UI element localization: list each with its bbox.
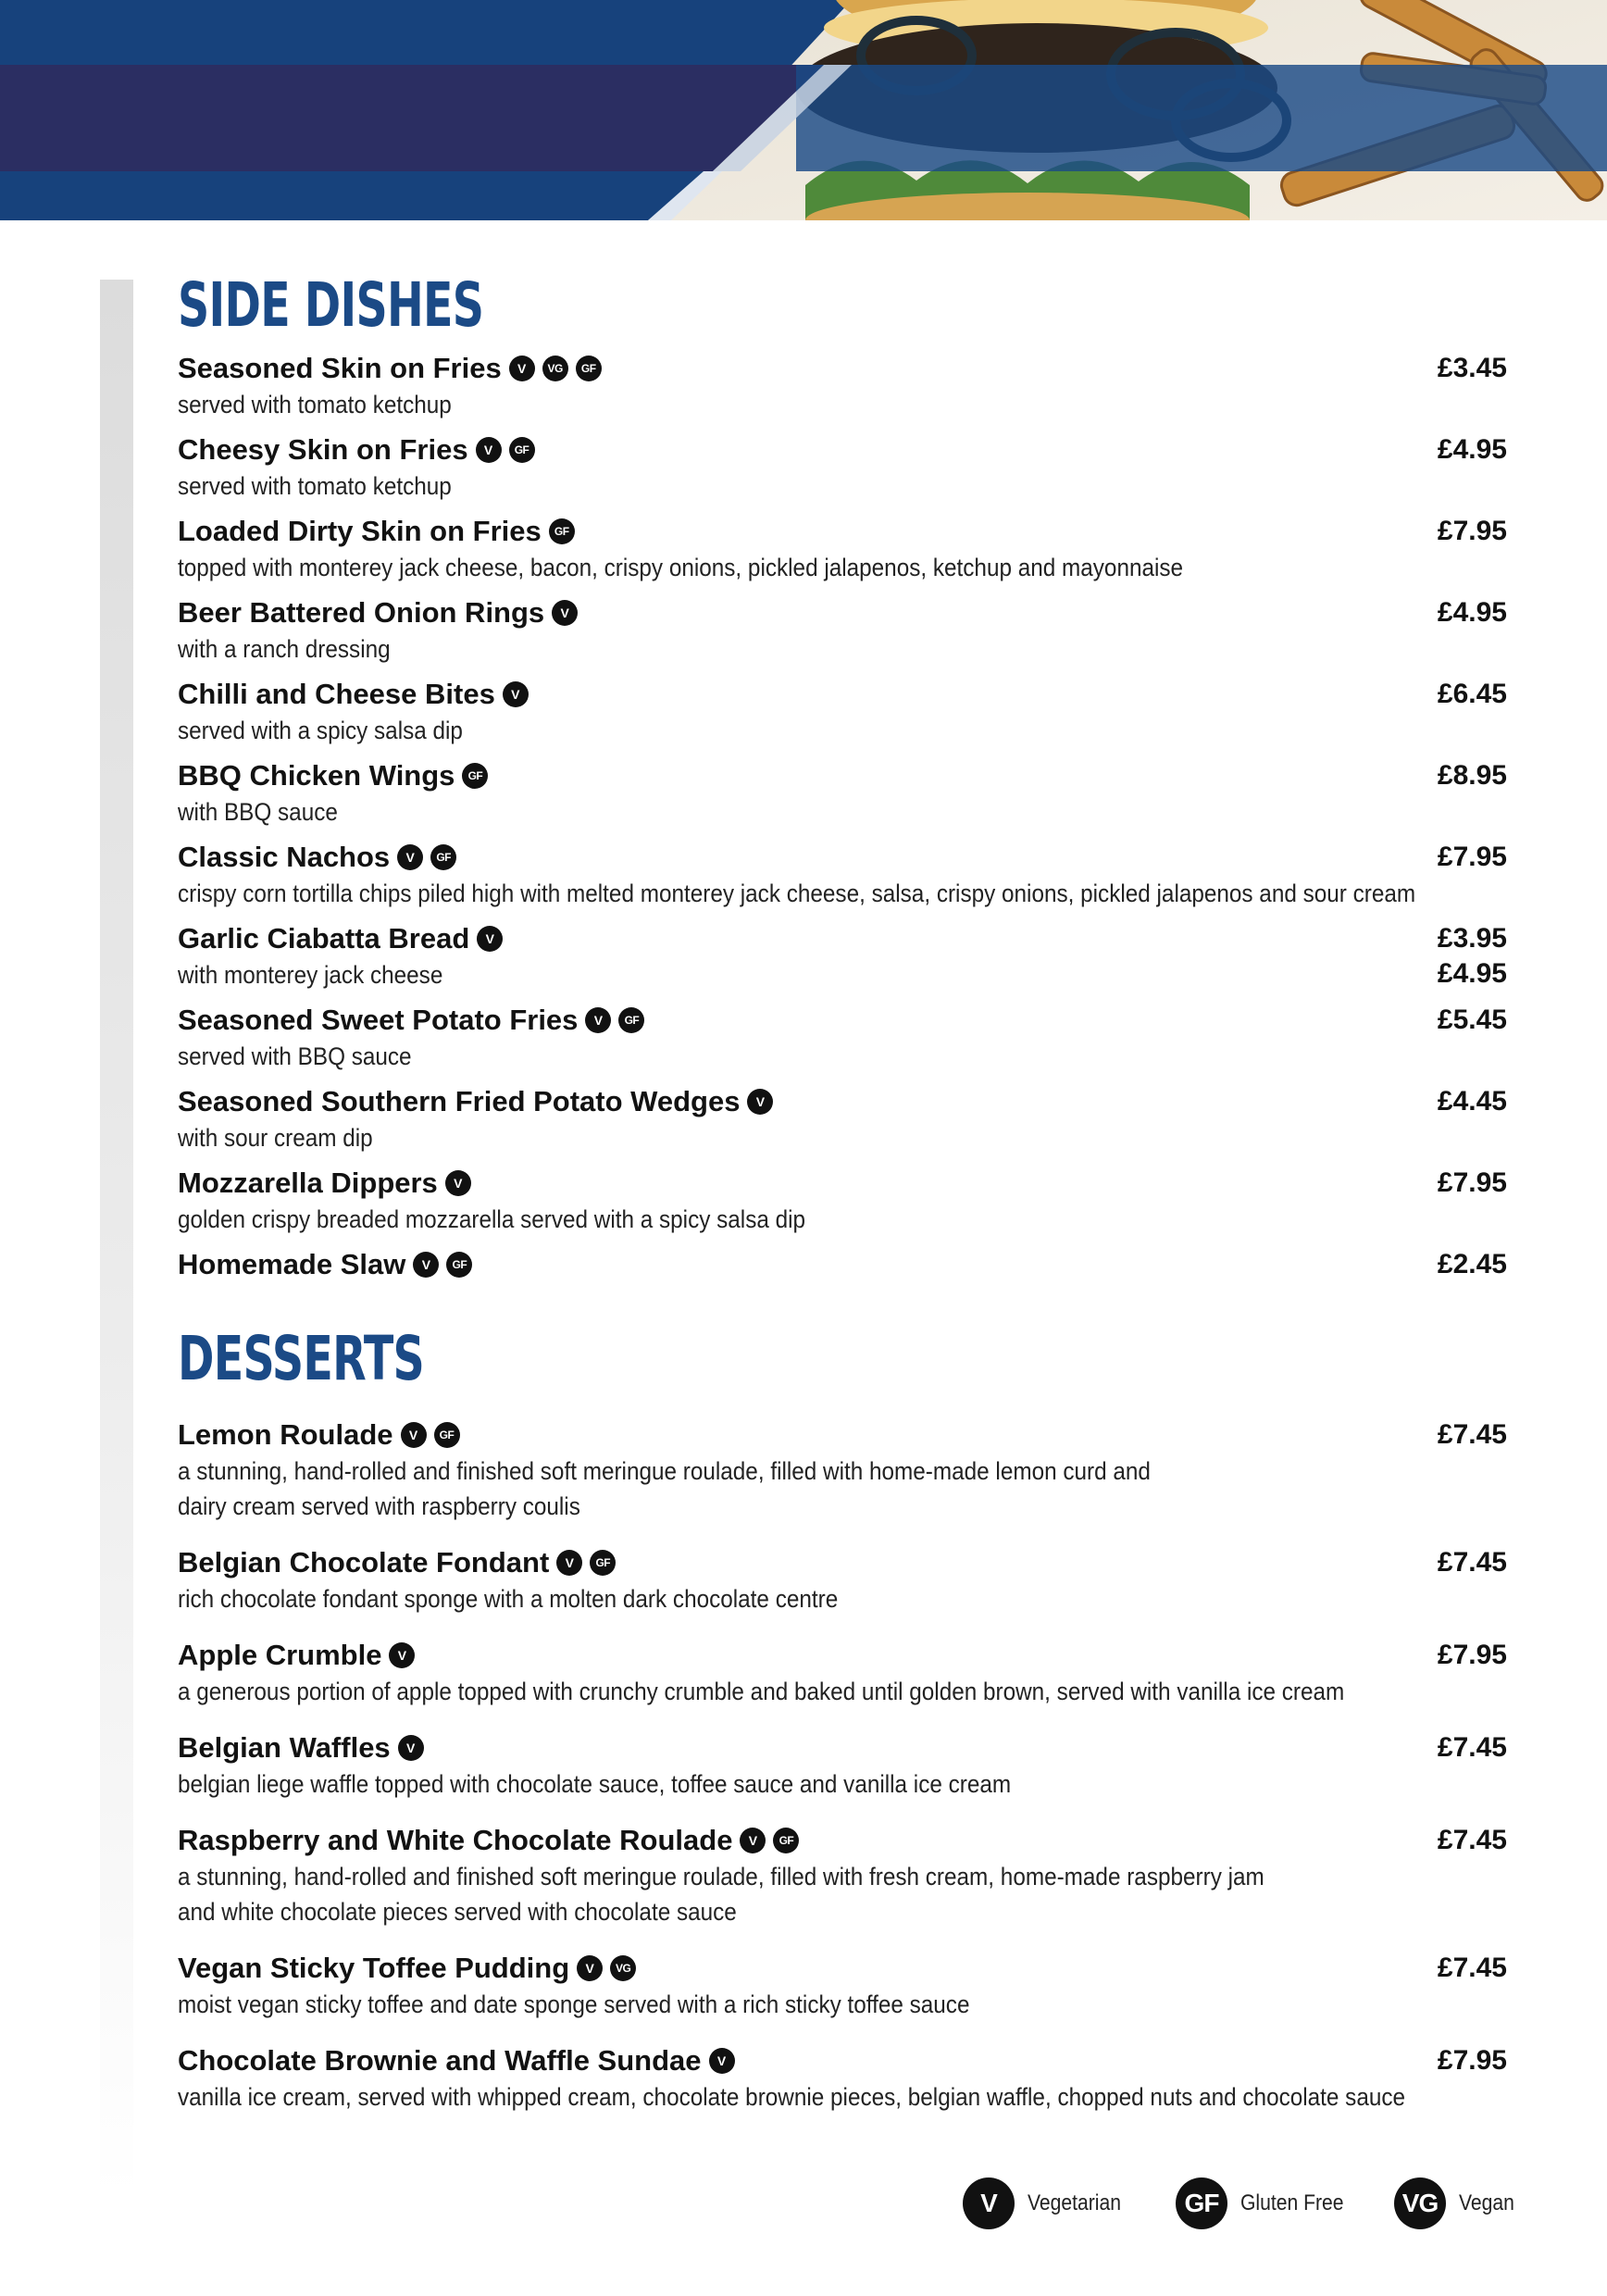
v-badge: V	[401, 1422, 427, 1448]
menu-item-price: £2.45	[1437, 1249, 1507, 1279]
menu-item-name: BBQ Chicken Wings	[178, 759, 455, 792]
menu-item-description: topped with monterey jack cheese, bacon, crispy onions, pickled jalapenos, ketchup and mayonnaise	[178, 554, 1184, 581]
v-badge: V	[556, 1550, 582, 1576]
menu-item-description: golden crispy breaded mozzarella served with a spicy salsa dip	[178, 1205, 806, 1233]
menu-item-price: £7.95	[1437, 516, 1507, 546]
menu-item-description: crispy corn tortilla chips piled high with melted monterey jack cheese, salsa, crispy onions, pickled jalapenos and sour cream	[178, 880, 1416, 907]
v-badge: V	[552, 600, 578, 626]
menu-item	[178, 1416, 1507, 1524]
v-badge: V	[476, 437, 502, 463]
menu-item-description: a stunning, hand-rolled and finished soft meringue roulade, filled with home-made lemon curd and	[178, 1457, 1151, 1485]
menu-item-header	[178, 1083, 1507, 1120]
menu-item-header	[178, 676, 1507, 713]
legend-item-gf	[1176, 2177, 1358, 2229]
menu-item-name: Chilli and Cheese Bites	[178, 678, 495, 710]
v-badge: V	[509, 356, 535, 381]
desserts-section	[178, 1322, 1507, 1396]
menu-item-description: belgian liege waffle topped with chocolate sauce, toffee sauce and vanilla ice cream	[178, 1770, 1012, 1798]
menu-item-price: £7.45	[1437, 1547, 1507, 1578]
gf-badge: GF	[446, 1252, 472, 1278]
dietary-badges	[549, 518, 582, 544]
menu-item-price: £7.45	[1437, 1953, 1507, 1983]
gf-badge: GF	[1176, 2177, 1227, 2229]
menu-item-name: Garlic Ciabatta Bread	[178, 922, 470, 955]
v-badge: V	[397, 844, 423, 870]
menu-item-header	[178, 431, 1507, 468]
menu-item-price: £7.45	[1437, 1419, 1507, 1450]
dietary-badges	[709, 2048, 742, 2074]
menu-item	[178, 920, 1507, 992]
legend-label: Gluten Free	[1240, 2190, 1344, 2215]
menu-item-price: £7.95	[1437, 842, 1507, 872]
menu-item-name: Belgian Chocolate Fondant	[178, 1546, 550, 1578]
menu-item	[178, 513, 1507, 585]
dietary-badges	[585, 1007, 652, 1033]
menu-item-name: Loaded Dirty Skin on Fries	[178, 515, 542, 547]
dietary-badges	[389, 1642, 422, 1668]
menu-item	[178, 594, 1507, 667]
v-badge: V	[709, 2048, 735, 2074]
menu-item-price: £7.45	[1437, 1732, 1507, 1763]
gf-badge: GF	[509, 437, 535, 463]
menu-item	[178, 350, 1507, 422]
menu-item-price: £7.95	[1437, 2045, 1507, 2076]
menu-item-description: vanilla ice cream, served with whipped cream, chocolate brownie pieces, belgian waffle, chopped nuts and chocolate sauce	[178, 2083, 1406, 2111]
menu-item-description: moist vegan sticky toffee and date sponge served with a rich sticky toffee sauce	[178, 1990, 970, 2018]
side-dishes-section	[178, 268, 1507, 343]
dietary-badges	[552, 600, 585, 626]
menu-item-name: Mozzarella Dippers	[178, 1167, 438, 1199]
menu-item-description: a generous portion of apple topped with crunchy crumble and baked until golden brown, served with vanilla ice cream	[178, 1678, 1345, 1705]
vg-badge: VG	[610, 1955, 636, 1981]
dietary-badges	[477, 926, 510, 952]
menu-item-price: £4.95	[1437, 958, 1507, 989]
menu-item-name: Cheesy Skin on Fries	[178, 433, 468, 466]
v-badge: V	[740, 1828, 766, 1853]
menu-item-header	[178, 1002, 1507, 1039]
menu-item-name: Chocolate Brownie and Waffle Sundae	[178, 2044, 702, 2077]
gf-badge: GF	[618, 1007, 644, 1033]
dietary-badges	[509, 356, 609, 381]
menu-item	[178, 1165, 1507, 1237]
menu-item-header	[178, 1246, 1507, 1283]
menu-item	[178, 1637, 1507, 1709]
menu-item	[178, 1083, 1507, 1155]
menu-item-name: Apple Crumble	[178, 1639, 382, 1671]
dietary-badges	[401, 1422, 467, 1448]
v-badge: V	[413, 1252, 439, 1278]
dietary-badges	[397, 844, 464, 870]
menu-item-name: Vegan Sticky Toffee Pudding	[178, 1952, 570, 1984]
menu-item	[178, 839, 1507, 911]
menu-item	[178, 2042, 1507, 2115]
menu-item-description-line2: and white chocolate pieces served with chocolate sauce	[178, 1898, 737, 1926]
menu-item-price: £8.95	[1437, 760, 1507, 791]
menu-item-header	[178, 920, 1507, 957]
gf-badge: GF	[773, 1828, 799, 1853]
menu-item-header	[178, 1950, 1507, 1987]
legend-label: Vegan	[1459, 2190, 1514, 2215]
menu-item-description: with sour cream dip	[178, 1124, 373, 1152]
menu-item-price: £4.45	[1437, 1086, 1507, 1117]
gf-badge: GF	[462, 763, 488, 789]
header-banner-graphic	[0, 0, 1607, 220]
v-badge: V	[398, 1735, 424, 1761]
menu-item	[178, 1822, 1507, 1929]
menu-item-description: a stunning, hand-rolled and finished soft meringue roulade, filled with fresh cream, home-made raspberry jam	[178, 1863, 1264, 1890]
menu-item-price: £7.95	[1437, 1640, 1507, 1670]
dietary-badges	[398, 1735, 431, 1761]
side-dishes-title: SIDE DISHES	[178, 269, 484, 341]
menu-item-header	[178, 513, 1507, 550]
menu-item-header	[178, 757, 1507, 794]
menu-item-price: £3.45	[1437, 353, 1507, 383]
menu-item-header	[178, 1165, 1507, 1202]
dietary-badges	[413, 1252, 480, 1278]
menu-item-description-line2: dairy cream served with raspberry coulis	[178, 1492, 580, 1520]
dietary-badges	[476, 437, 542, 463]
v-badge: V	[577, 1955, 603, 1981]
menu-item-header	[178, 1729, 1507, 1766]
v-badge: V	[477, 926, 503, 952]
menu-item-price: £6.45	[1437, 679, 1507, 709]
menu-item-name: Lemon Roulade	[178, 1418, 393, 1451]
gf-badge: GF	[549, 518, 575, 544]
menu-item-description: with a ranch dressing	[178, 635, 391, 663]
menu-item	[178, 676, 1507, 748]
dietary-badges	[740, 1828, 806, 1853]
menu-item-name: Beer Battered Onion Rings	[178, 596, 545, 629]
menu-item-price: £7.45	[1437, 1825, 1507, 1855]
gf-badge: GF	[590, 1550, 616, 1576]
menu-item-name: Raspberry and White Chocolate Roulade	[178, 1824, 733, 1856]
menu-item-price: £7.95	[1437, 1167, 1507, 1198]
dietary-badges	[445, 1170, 479, 1196]
menu-item-description: served with BBQ sauce	[178, 1042, 412, 1070]
menu-item-header	[178, 1822, 1507, 1859]
menu-item-price: £3.95	[1437, 923, 1507, 954]
menu-item-description: served with tomato ketchup	[178, 472, 452, 500]
menu-item-description: with BBQ sauce	[178, 798, 338, 826]
header-banner	[0, 0, 1607, 220]
menu-item-header	[178, 2042, 1507, 2079]
menu-item-header	[178, 594, 1507, 631]
menu-item-price: £4.95	[1437, 434, 1507, 465]
gf-badge: GF	[434, 1422, 460, 1448]
legend-label: Vegetarian	[1028, 2190, 1121, 2215]
dietary-badges	[747, 1089, 780, 1115]
menu-item-header	[178, 839, 1507, 876]
v-badge: V	[445, 1170, 471, 1196]
menu-item	[178, 757, 1507, 830]
side-rail	[100, 280, 133, 2196]
menu-item-price: £4.95	[1437, 597, 1507, 628]
menu-item-price: £5.45	[1437, 1004, 1507, 1035]
v-badge: V	[585, 1007, 611, 1033]
menu-item	[178, 1544, 1507, 1616]
vg-badge: VG	[1394, 2177, 1446, 2229]
menu-item-header	[178, 1416, 1507, 1454]
dietary-badges	[462, 763, 495, 789]
menu-item-name: Homemade Slaw	[178, 1248, 406, 1280]
v-badge: V	[389, 1642, 415, 1668]
menu-item	[178, 1950, 1507, 2022]
dietary-badges	[503, 681, 536, 707]
v-badge: V	[503, 681, 529, 707]
menu-item-description: served with a spicy salsa dip	[178, 717, 463, 744]
menu-item	[178, 431, 1507, 504]
menu-item-description: with monterey jack cheese	[178, 961, 443, 989]
menu-item-description: rich chocolate fondant sponge with a molten dark chocolate centre	[178, 1585, 839, 1613]
menu-item-header	[178, 1637, 1507, 1674]
menu-item-header	[178, 350, 1507, 387]
menu-item-description: served with tomato ketchup	[178, 391, 452, 418]
gf-badge: GF	[430, 844, 456, 870]
menu-item-name: Seasoned Sweet Potato Fries	[178, 1004, 579, 1036]
desserts-title: DESSERTS	[178, 1323, 425, 1394]
menu-item-header	[178, 1544, 1507, 1581]
menu-item-name: Seasoned Skin on Fries	[178, 352, 502, 384]
legend-item-vg	[1394, 2177, 1522, 2229]
menu-item-name: Classic Nachos	[178, 841, 391, 873]
vg-badge: VG	[542, 356, 568, 381]
dietary-badges	[556, 1550, 623, 1576]
gf-badge: GF	[576, 356, 602, 381]
menu-item-name: Seasoned Southern Fried Potato Wedges	[178, 1085, 741, 1117]
v-badge: V	[747, 1089, 773, 1115]
menu-item	[178, 1729, 1507, 1802]
menu-item-name: Belgian Waffles	[178, 1731, 391, 1764]
legend-item-v	[963, 2177, 1134, 2229]
dietary-badges	[577, 1955, 643, 1981]
menu-item	[178, 1246, 1507, 1283]
v-badge: V	[963, 2177, 1015, 2229]
menu-item	[178, 1002, 1507, 1074]
